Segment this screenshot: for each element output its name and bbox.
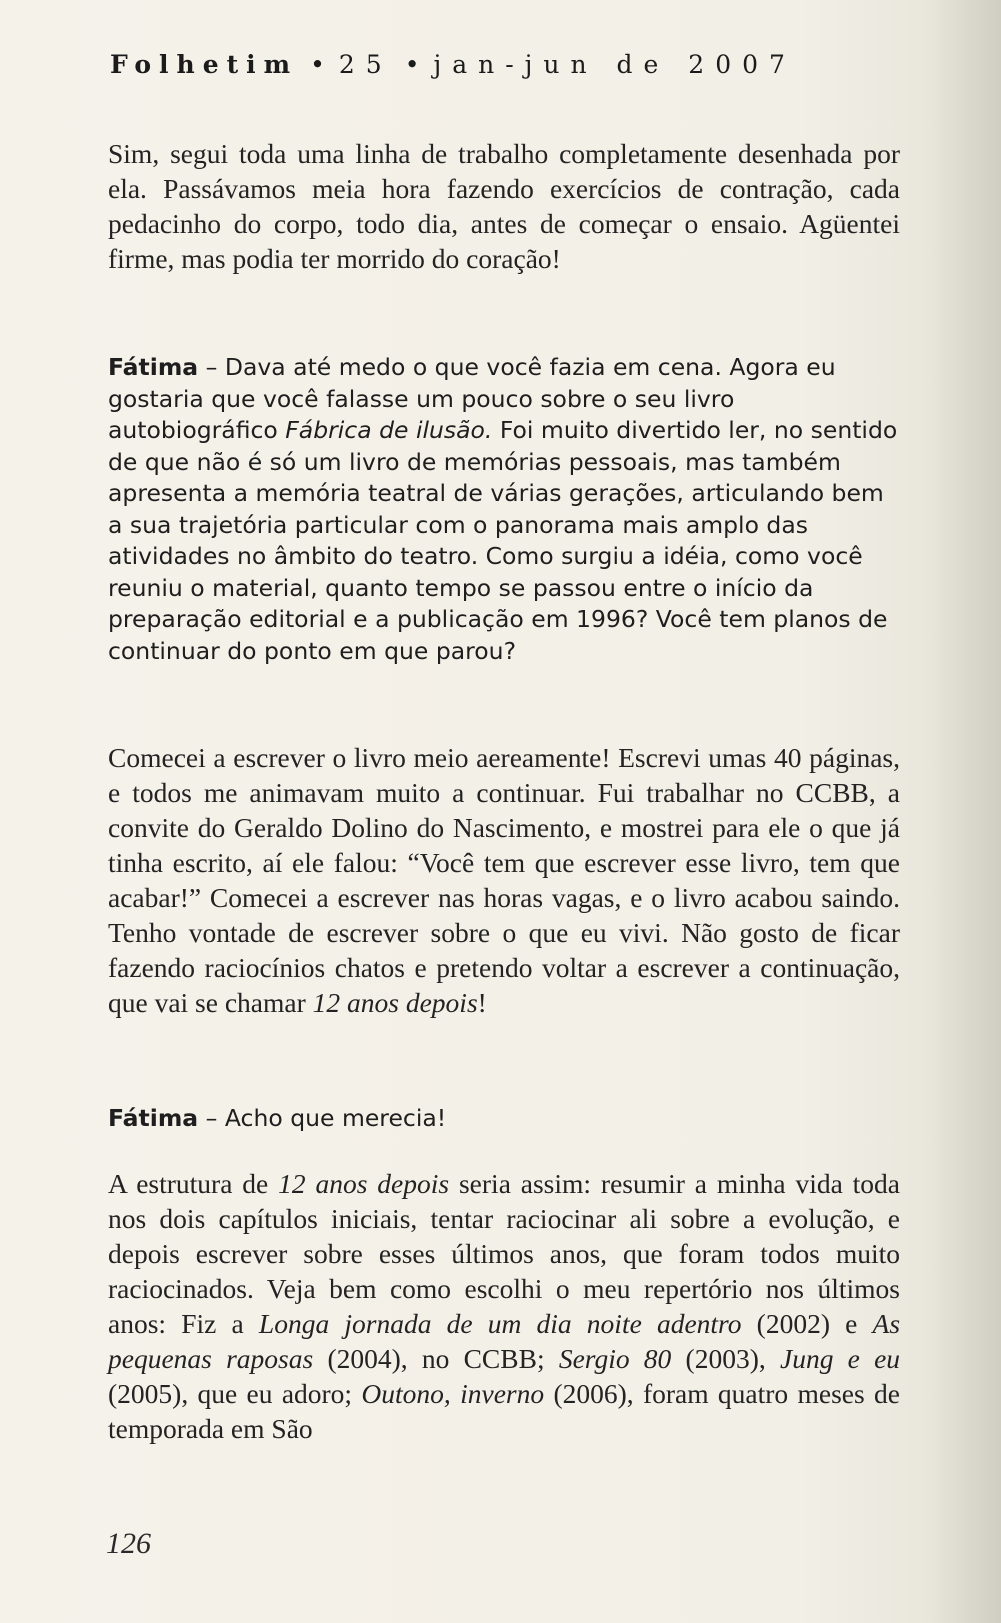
question-paragraph-2 [108, 1103, 900, 1135]
answer-text: (2002) e [756, 1308, 858, 1339]
speaker-name: Fátima [108, 1104, 199, 1132]
running-header [110, 50, 910, 79]
magazine-title: Folhetim [110, 50, 299, 79]
book-title: Fábrica de ilusão. [285, 416, 493, 444]
question-paragraph-1 [108, 352, 900, 667]
question-text: Foi muito divertido ler, no sentido de que não é só um livro de memórias pessoais, mas também apresenta a memória teatral de várias gerações, articulando bem a sua trajetória particular com o panorama mais amplo das atividades no âmbito do teatro. Como surgiu a idéia, como você reuniu o material, quanto tempo se passou entre o início da preparação editorial e a publicação em 1996? Você tem planos de continuar do ponto em que parou? [108, 416, 898, 665]
book-title: 12 anos depois [278, 1168, 450, 1199]
answer-paragraph-3 [108, 1166, 900, 1446]
speaker-dash: – [205, 1104, 218, 1132]
answer-text: ! [477, 987, 487, 1018]
answer-text: (2003), [685, 1343, 766, 1374]
answer-paragraph-1: Sim, segui toda uma linha de trabalho completamente desenhada por ela. Passávamos meia hora fazendo exercícios de contração, cada pedacinho do corpo, todo dia, antes de começar o ensaio. Agüentei firme, mas podia ter morrido do coração! [108, 138, 900, 274]
play-title: Outono, inverno [361, 1378, 545, 1409]
question-text: Acho que merecia! [224, 1104, 447, 1132]
answer-text: seria assim: resumir a minha vida toda nos dois capítulos iniciais, tentar raciocinar ali sobre a evolução, e depois escrever sobre esses últimos anos, que foram todos muito raciocinados. Veja bem como escolhi o meu repertório nos últimos anos: Fiz a [108, 1168, 901, 1339]
answer-text: (2006), foram quatro meses de temporada em São [108, 1378, 900, 1444]
header-bullet: • [404, 50, 420, 79]
speaker-name: Fátima [108, 353, 199, 381]
issue-date: jan-jun de 2007 [433, 50, 796, 79]
answer-text: Comecei a escrever o livro meio aereamente! Escrevi umas 40 páginas, e todos me animavam muito a continuar. Fui trabalhar no CCBB, a convite do Geraldo Dolino do Nascimento, e mostrei para ele o que já tinha escrito, aí ele falou: “Você tem que escrever esse livro, tem que acabar!” Comecei a escrever nas horas vagas, e o livro acabou saindo. Tenho vontade de escrever sobre o que eu vivi. Não gosto de ficar fazendo raciocínios chatos e pretendo voltar a escrever a continuação, que vai se chamar [108, 742, 900, 1018]
answer-text: A estrutura de [108, 1168, 269, 1199]
book-title: 12 anos depois [312, 987, 478, 1018]
answer-text: (2004), no CCBB; [327, 1343, 545, 1374]
page-number: 126 [106, 1527, 151, 1560]
play-title: Jung e eu [779, 1343, 901, 1374]
speaker-dash: – [205, 353, 218, 381]
issue-number: 25 [338, 50, 393, 79]
question-text: Dava até medo o que você fazia em cena. Agora eu gostaria que você falasse um pouco sobre o seu livro autobiográfico [108, 353, 836, 444]
play-title: As pequenas raposas [108, 1308, 901, 1374]
play-title: Sergio 80 [558, 1343, 672, 1374]
header-bullet: • [310, 50, 325, 79]
page-gutter-shadow [926, 0, 1001, 1623]
answer-paragraph-2 [108, 740, 900, 1020]
play-title: Longa jornada de um dia noite adentro [258, 1308, 742, 1339]
answer-text: (2005), que eu adoro; [108, 1378, 353, 1409]
